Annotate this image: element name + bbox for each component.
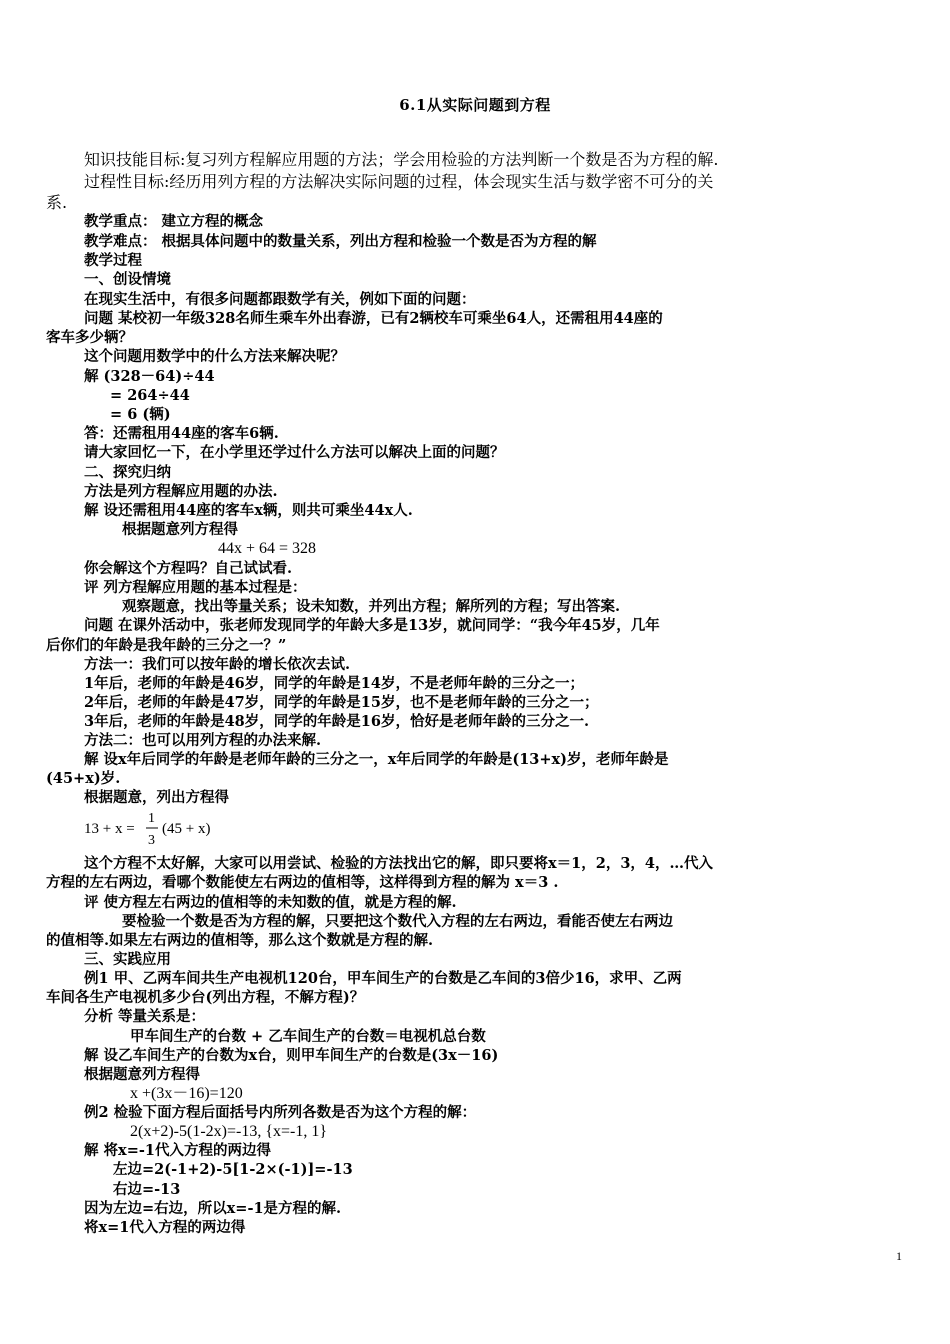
text-line: 解 将x=-1代入方程的两边得 <box>84 1142 271 1159</box>
text-line: 答：还需租用44座的客车6辆. <box>84 425 279 442</box>
text-line: 问题 在课外活动中，张老师发现同学的年龄大多是13岁，就问同学：“我今年45岁，几年 <box>84 617 660 634</box>
text-line: x +(3x－16)=120 <box>130 1085 243 1102</box>
text-line: 三、实践应用 <box>84 951 171 968</box>
text-line: 教学难点： 根据具体问题中的数量关系，列出方程和检验一个数是否为方程的解 <box>84 233 597 250</box>
text-line: 44x + 64 = 328 <box>218 540 317 557</box>
text-line: 知识技能目标:复习列方程解应用题的方法；学会用检验的方法判断一个数是否为方程的解. <box>84 150 719 169</box>
text-line: 的值相等.如果左右两边的值相等，那么这个数就是方程的解. <box>46 932 434 949</box>
text-line: 解 (328－64)÷44 <box>84 368 215 385</box>
equation-rhs: (45 + x) <box>162 821 211 837</box>
text-line: 分析 等量关系是： <box>84 1008 206 1025</box>
text-line: 甲车间生产的台数 + 乙车间生产的台数＝电视机总台数 <box>130 1028 486 1045</box>
text-line: 右边=-13 <box>113 1181 181 1198</box>
text-line: 请大家回忆一下，在小学里还学过什么方法可以解决上面的问题？ <box>84 444 505 461</box>
equation-lhs: 13 + x = <box>84 821 135 837</box>
equation-denominator: 3 <box>148 833 155 848</box>
text-line: (45+x)岁. <box>46 770 121 787</box>
text-line: 这个方程不太好解，大家可以用尝试、检验的方法找出它的解，即只要将x＝1，2，3，4，…代入 <box>84 855 713 872</box>
text-line: 这个问题用数学中的什么方法来解决呢？ <box>84 348 345 365</box>
text-line: 后你们的年龄是我年龄的三分之一？” <box>46 637 287 654</box>
equation-fraction <box>84 806 284 852</box>
page-number: 1 <box>896 1249 902 1263</box>
text-line: 根据题意，列出方程得 <box>84 789 229 806</box>
text-line: 1年后，老师的年龄是46岁，同学的年龄是14岁，不是老师年龄的三分之一； <box>84 675 584 692</box>
text-line: 例1 甲、乙两车间共生产电视机120台，甲车间生产的台数是乙车间的3倍少16，求甲、乙两 <box>84 970 682 987</box>
text-line: = 6 (辆) <box>110 406 171 423</box>
text-line: 解 设还需租用44座的客车x辆，则共可乘坐44x人. <box>84 502 413 519</box>
text-line: 解 设x年后同学的年龄是老师年龄的三分之一，x年后同学的年龄是(13+x)岁，老师年龄是 <box>84 751 669 768</box>
text-line: 你会解这个方程吗？自己试试看. <box>84 560 293 577</box>
text-line: 评 使方程左右两边的值相等的未知数的值，就是方程的解. <box>84 894 457 911</box>
text-line: 因为左边=右边，所以x=-1是方程的解. <box>84 1200 342 1217</box>
text-line: 根据题意列方程得 <box>122 521 238 538</box>
text-line: 车间各生产电视机多少台(列出方程，不解方程)？ <box>46 989 365 1006</box>
text-line: 要检验一个数是否为方程的解，只要把这个数代入方程的左右两边，看能否使左右两边 <box>122 913 673 930</box>
text-line: 2年后，老师的年龄是47岁，同学的年龄是15岁，也不是老师年龄的三分之一； <box>84 694 599 711</box>
text-line: 例2 检验下面方程后面括号内所列各数是否为这个方程的解： <box>84 1104 477 1121</box>
page-title: 6.1从实际问题到方程 <box>399 96 551 114</box>
text-line: 方法一：我们可以按年龄的增长依次去试. <box>84 656 351 673</box>
text-line: 左边=2(-1+2)-5[1-2×(-1)]=-13 <box>113 1161 353 1178</box>
text-line: 一、创设情境 <box>84 271 171 288</box>
text-line: 过程性目标:经历用列方程的方法解决实际问题的过程，体会现实生活与数学密不可分的关 <box>84 172 714 191</box>
text-line: 教学过程 <box>84 252 142 269</box>
text-line: 方法二：也可以用列方程的办法来解. <box>84 732 322 749</box>
text-line: 3年后，老师的年龄是48岁，同学的年龄是16岁，恰好是老师年龄的三分之一. <box>84 713 589 730</box>
text-line: 将x=1代入方程的两边得 <box>84 1219 246 1236</box>
text-line: 在现实生活中，有很多问题都跟数学有关，例如下面的问题： <box>84 291 476 308</box>
text-line: 2(x+2)-5(1-2x)=-13, {x=-1, 1} <box>130 1123 328 1140</box>
text-line: 方程的左右两边，看哪个数能使左右两边的值相等，这样得到方程的解为 x＝3 . <box>46 874 559 891</box>
text-line: = 264÷44 <box>110 387 190 404</box>
text-line: 根据题意列方程得 <box>84 1066 200 1083</box>
text-line: 方法是列方程解应用题的办法. <box>84 483 278 500</box>
text-line: 问题 某校初一年级328名师生乘车外出春游，已有2辆校车可乘坐64人，还需租用44座的 <box>84 310 663 327</box>
text-line: 评 列方程解应用题的基本过程是： <box>84 579 307 596</box>
equation-numerator: 1 <box>148 811 155 826</box>
text-line: 二、探究归纳 <box>84 464 171 481</box>
text-line: 解 设乙车间生产的台数为x台，则甲车间生产的台数是(3x－16) <box>84 1047 499 1064</box>
text-line: 客车多少辆？ <box>46 329 133 346</box>
text-line: 观察题意，找出等量关系；设未知数，并列出方程；解所列的方程；写出答案. <box>122 598 621 615</box>
text-line: 教学重点： 建立方程的概念 <box>84 213 264 230</box>
text-line: 系. <box>46 193 68 212</box>
